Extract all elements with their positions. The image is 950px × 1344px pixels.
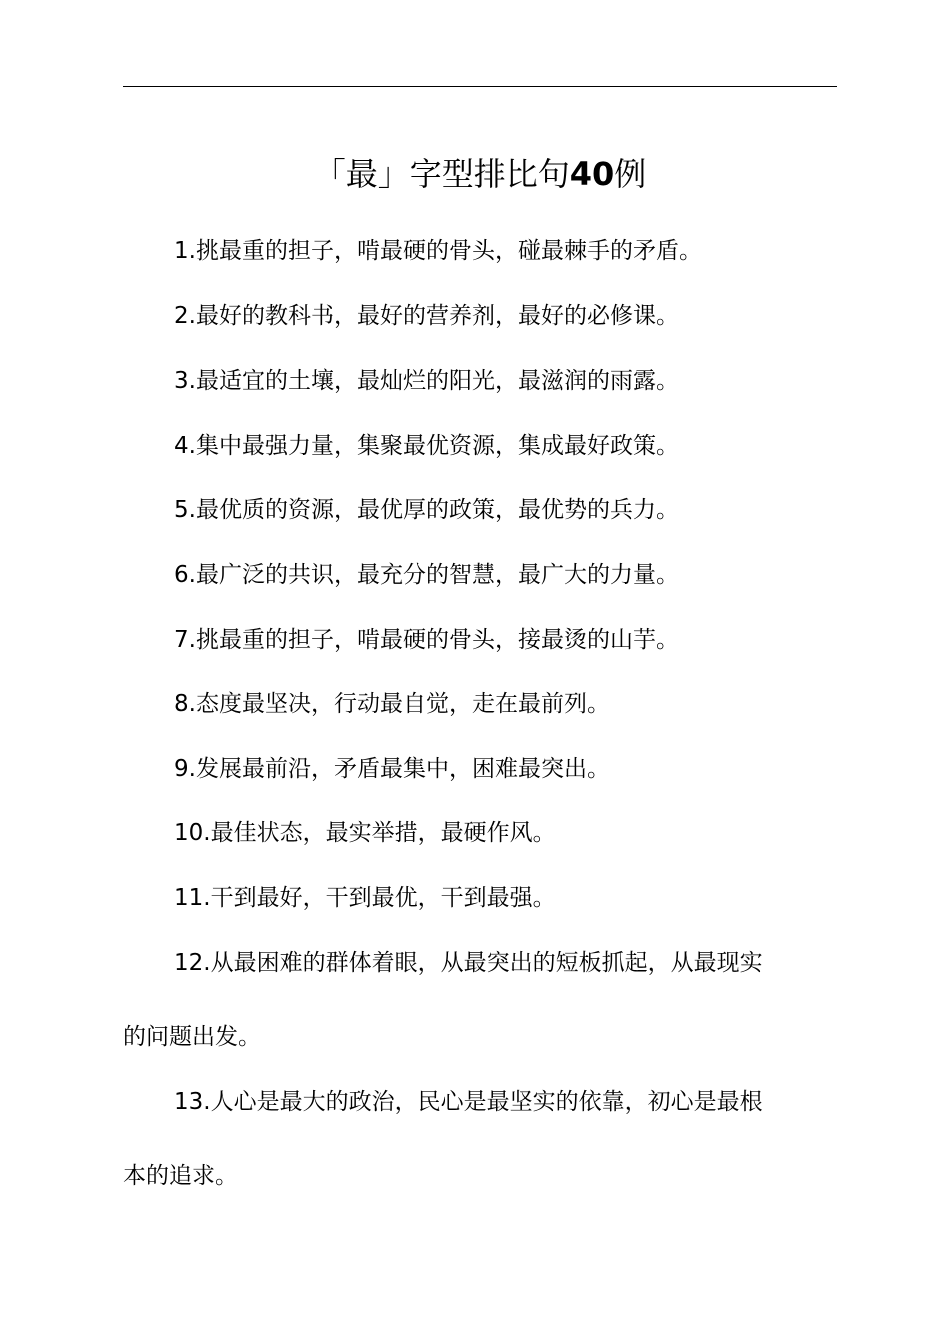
list-item: 4.集中最强力量，集聚最优资源，集成最好政策。 xyxy=(174,433,679,459)
list-item-12-line1: 12.从最困难的群体着眼，从最突出的短板抓起，从最现实 xyxy=(174,950,763,976)
list-item: 1.挑最重的担子，啃最硬的骨头，碰最棘手的矛盾。 xyxy=(174,238,702,264)
list-item: 3.最适宜的土壤，最灿烂的阳光，最滋润的雨露。 xyxy=(174,368,679,394)
title-prefix: 「最」字型排比句 xyxy=(313,155,570,193)
list-item-12-line2: 的问题出发。 xyxy=(123,1024,261,1050)
list-item: 10.最佳状态，最实举措，最硬作风。 xyxy=(174,820,556,846)
title-number: 40 xyxy=(569,155,615,193)
list-item-13-line1: 13.人心是最大的政治，民心是最坚实的依靠，初心是最根 xyxy=(174,1089,763,1115)
title-suffix: 例 xyxy=(614,155,647,193)
list-item: 11.干到最好，干到最优，干到最强。 xyxy=(174,885,556,911)
list-item: 7.挑最重的担子，啃最硬的骨头，接最烫的山芋。 xyxy=(174,627,679,653)
list-item-13-line2: 本的追求。 xyxy=(123,1163,238,1189)
list-item: 2.最好的教科书，最好的营养剂，最好的必修课。 xyxy=(174,303,679,329)
list-item: 9.发展最前沿，矛盾最集中，困难最突出。 xyxy=(174,756,610,782)
list-item: 5.最优质的资源，最优厚的政策，最优势的兵力。 xyxy=(174,497,679,523)
document-title xyxy=(123,148,837,200)
list-item: 8.态度最坚决，行动最自觉，走在最前列。 xyxy=(174,691,610,717)
list-item: 6.最广泛的共识，最充分的智慧，最广大的力量。 xyxy=(174,562,679,588)
header-rule xyxy=(123,86,837,87)
